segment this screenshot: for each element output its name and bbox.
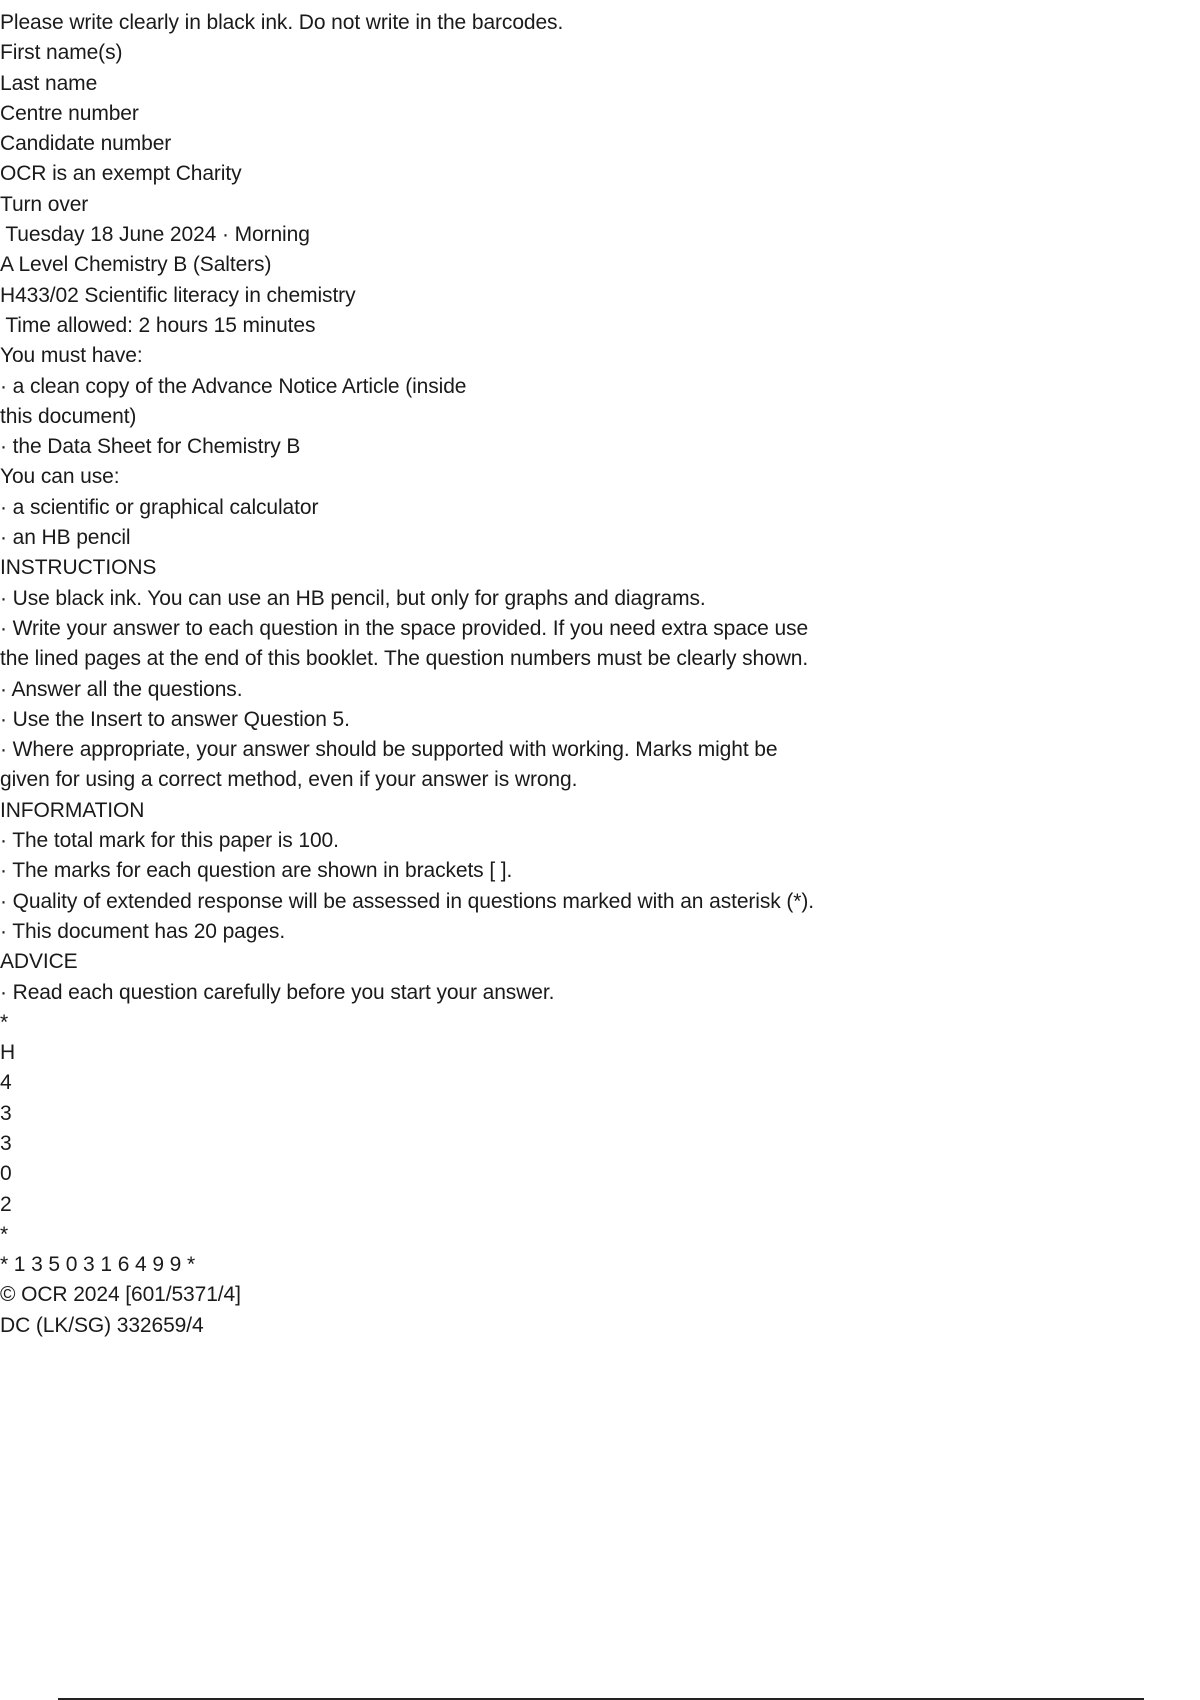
can-use-item: · a scientific or graphical calculator (0, 495, 319, 519)
first-names-label: First name(s) (0, 41, 123, 65)
page-footer-rule (58, 1698, 1144, 1700)
must-have-item-continued: this document) (0, 404, 137, 428)
instruction-item: · Where appropriate, your answer should be supported with working. Marks might be (0, 738, 778, 762)
must-have-heading: You must have: (0, 344, 143, 368)
must-have-item: · the Data Sheet for Chemistry B (0, 435, 301, 459)
barcode-text-char: * (0, 1010, 9, 1034)
paper-title: H433/02 Scientific literacy in chemistry (0, 283, 356, 307)
advice-item: · Read each question carefully before you start your answer. (0, 980, 555, 1004)
last-name-label: Last name (0, 71, 98, 95)
barcode-text-char: 3 (0, 1131, 12, 1155)
barcode-text-char: * (0, 1222, 9, 1246)
instruction-item: · Use the Insert to answer Question 5. (0, 707, 350, 731)
barcode-text-char: 4 (0, 1071, 12, 1095)
copyright-line: © OCR 2024 [601/5371/4] (0, 1283, 241, 1307)
information-item: · This document has 20 pages. (0, 919, 286, 943)
information-item: · Quality of extended response will be assessed in questions marked with an asterisk (*). (0, 889, 814, 913)
can-use-heading: You can use: (0, 465, 120, 489)
turn-over-note: Turn over (0, 192, 89, 216)
candidate-number-label: Candidate number (0, 132, 172, 156)
write-clearly-notice: Please write clearly in black ink. Do not write in the barcodes. (0, 11, 564, 34)
can-use-item: · an HB pencil (0, 526, 131, 550)
instruction-item: · Answer all the questions. (0, 677, 243, 701)
barcode-text-char: H (0, 1041, 16, 1065)
charity-notice: OCR is an exempt Charity (0, 162, 242, 186)
information-item: · The total mark for this paper is 100. (0, 829, 339, 853)
instruction-item-continued: given for using a correct method, even if your answer is wrong. (0, 768, 578, 792)
instruction-item: · Write your answer to each question in the space provided. If you need extra space use (0, 616, 809, 640)
exam-cover-page (0, 8, 1200, 1341)
advice-heading: ADVICE (0, 950, 78, 974)
instruction-item-continued: the lined pages at the end of this booklet. The question numbers must be clearly shown. (0, 647, 809, 671)
barcode-number: * 1 3 5 0 3 1 6 4 9 9 * (0, 1253, 196, 1277)
information-item: · The marks for each question are shown in brackets [ ]. (0, 859, 513, 883)
barcode-text-char: 2 (0, 1192, 12, 1216)
qualification-title: A Level Chemistry B (Salters) (0, 253, 272, 277)
barcode-text-char: 3 (0, 1101, 12, 1125)
instructions-heading: INSTRUCTIONS (0, 556, 157, 580)
instruction-item: · Use black ink. You can use an HB pencil, but only for graphs and diagrams. (0, 586, 706, 610)
document-code: DC (LK/SG) 332659/4 (0, 1313, 204, 1337)
must-have-item: · a clean copy of the Advance Notice Article (inside (0, 374, 467, 398)
exam-date: Tuesday 18 June 2024 · Morning (0, 223, 310, 247)
centre-number-label: Centre number (0, 101, 139, 125)
time-allowed: Time allowed: 2 hours 15 minutes (0, 313, 316, 337)
barcode-text-char: 0 (0, 1162, 12, 1186)
information-heading: INFORMATION (0, 798, 145, 822)
